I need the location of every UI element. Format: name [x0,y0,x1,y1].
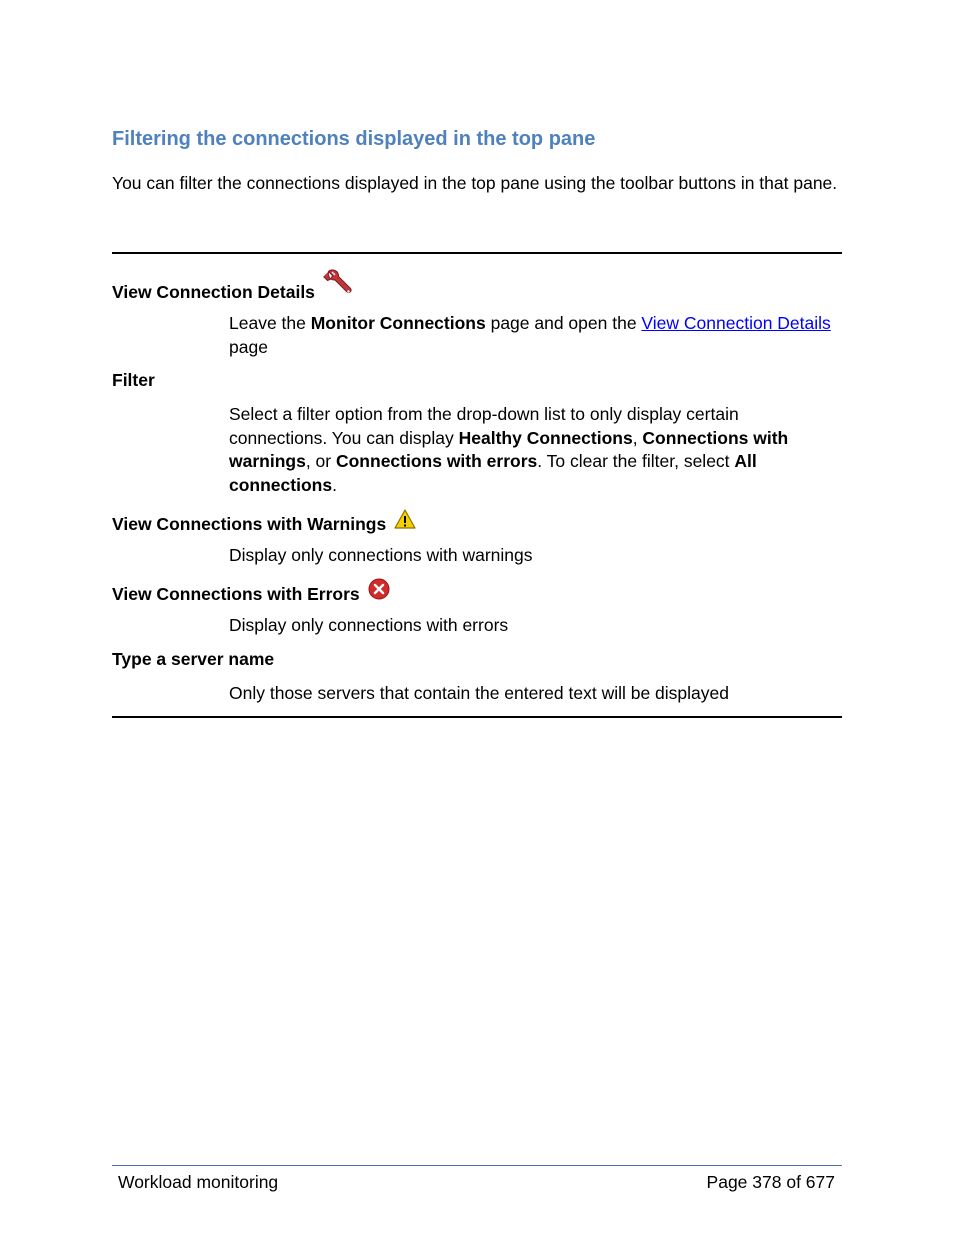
desc-text: page and open the [485,313,642,333]
section-heading: Filtering the connections displayed in the top pane [112,128,596,150]
term-label: Type a server name [112,649,275,669]
desc-bold: Monitor Connections [310,313,486,333]
term-label: View Connection Details [112,282,315,302]
term-filter [112,370,155,391]
desc-text: page [229,336,268,357]
error-icon [368,578,390,605]
desc-filter [229,403,839,497]
desc-bold: Connections with errors [335,451,538,471]
desc-text: Select a filter option from the drop-down list to only display certain connections. You can display [229,404,739,448]
wrench-icon [323,266,355,303]
footer-page-number: Page 378 of 677 [706,1172,835,1192]
footer-rule [112,1165,842,1166]
desc-bold: Connections with warnings [229,427,789,471]
term-label: View Connections with Warnings [112,514,387,534]
desc-text: . To clear the filter, select [537,451,735,471]
term-type-server-name [112,649,274,670]
desc-view-warnings [229,544,839,568]
desc-text: Leave the [229,313,311,333]
term-label: Filter [112,370,155,390]
view-connection-details-link[interactable]: View Connection Details [641,313,831,333]
term-view-connection-details [112,266,355,303]
desc-type-server-name [229,682,839,706]
table-bottom-rule [112,716,842,718]
warning-icon [394,508,416,535]
desc-bold: All connections [229,451,757,495]
desc-text: . [332,474,337,495]
desc-text: Display only connections with errors [229,615,509,635]
term-label: View Connections with Errors [112,584,360,604]
desc-bold: Healthy Connections [458,427,633,448]
intro-paragraph: You can filter the connections displayed in the top pane using the toolbar buttons in that pane. [112,173,838,193]
footer-section-title: Workload monitoring [118,1172,279,1192]
table-top-rule [112,252,842,254]
desc-text: , or [305,451,336,471]
term-view-errors [112,578,390,605]
desc-view-errors [229,614,839,638]
desc-text: Display only connections with warnings [229,545,533,565]
desc-text: Only those servers that contain the entered text will be displayed [229,683,729,703]
desc-text: , [632,427,643,448]
desc-view-connection-details [229,312,839,359]
term-view-warnings [112,508,416,535]
